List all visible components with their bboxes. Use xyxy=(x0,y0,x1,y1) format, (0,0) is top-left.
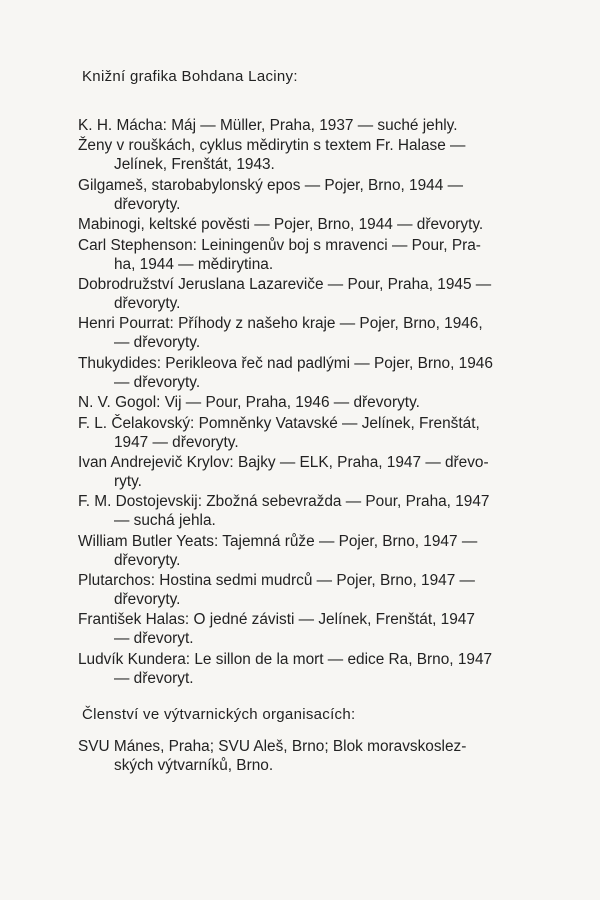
entry-line-1: Mabinogi, keltské pověsti — Pojer, Brno, 1944 — dřevoryty. xyxy=(78,216,484,234)
bibliography-entry xyxy=(78,492,596,530)
entry-line-2: ryty. xyxy=(114,472,142,490)
entry-line-2: dřevoryty. xyxy=(114,551,181,569)
bibliography-entry xyxy=(78,236,596,274)
entry-line-1: Thukydides: Perikleova řeč nad padlými — Pojer, Brno, 1946 xyxy=(78,354,493,372)
bibliography-entry xyxy=(78,275,596,313)
entry-line-1: Ženy v rouškách, cyklus mědirytin s textem Fr. Halase — xyxy=(78,137,466,155)
entry-line-1: Plutarchos: Hostina sedmi mudrců — Pojer, Brno, 1947 — xyxy=(78,572,475,590)
membership-text xyxy=(78,737,596,775)
bibliography-entry xyxy=(78,532,596,570)
bibliography-entry xyxy=(78,354,596,392)
entry-line-1: N. V. Gogol: Vij — Pour, Praha, 1946 — dřevoryty. xyxy=(78,394,420,412)
entry-line-2: dřevoryty. xyxy=(114,195,181,213)
entry-line-1: K. H. Mácha: Máj — Müller, Praha, 1937 — suché jehly. xyxy=(78,117,458,134)
entry-line-2: — dřevoryty. xyxy=(114,373,201,391)
entry-line-1: Dobrodružství Jeruslana Lazareviče — Pour, Praha, 1945 — xyxy=(78,275,492,293)
bibliography-list xyxy=(78,116,596,689)
entry-line-1: Ludvík Kundera: Le sillon de la mort — edice Ra, Brno, 1947 xyxy=(78,650,493,668)
entry-line-2: ha, 1944 — mědirytina. xyxy=(114,255,274,273)
entry-line-1: Carl Stephenson: Leiningenův boj s mravenci — Pour, Pra- xyxy=(78,236,481,254)
bibliography-entry xyxy=(78,215,596,234)
entry-line-2: dřevoryty. xyxy=(114,591,181,609)
membership-line-2: ských výtvarníků, Brno. xyxy=(114,757,274,774)
bibliography-entry xyxy=(78,136,596,174)
entry-line-1: Gilgameš, starobabylonský epos — Pojer, Brno, 1944 — xyxy=(78,176,463,194)
bibliography-entry xyxy=(78,650,596,688)
entry-line-1: Henri Pourrat: Příhody z našeho kraje — Pojer, Brno, 1946, xyxy=(78,315,483,333)
entry-line-2: — dřevoryt. xyxy=(114,630,194,648)
bibliography-entry xyxy=(78,453,596,491)
section-heading-membership: Členství ve výtvarnických organisacích: xyxy=(82,706,356,723)
entry-line-1: F. M. Dostojevskij: Zbožná sebevražda — Pour, Praha, 1947 xyxy=(78,493,490,511)
entry-line-2: — dřevoryt. xyxy=(114,669,194,687)
entry-line-2: Jelínek, Frenštát, 1943. xyxy=(114,156,275,174)
entry-line-2: dřevoryty. xyxy=(114,294,181,312)
bibliography-entry xyxy=(78,116,596,135)
bibliography-entry xyxy=(78,314,596,352)
entry-line-2: 1947 — dřevoryty. xyxy=(114,433,239,451)
entry-line-2: — suchá jehla. xyxy=(114,512,216,530)
membership-line-1: SVU Mánes, Praha; SVU Aleš, Brno; Blok moravskoslez- xyxy=(78,738,467,755)
entry-line-1: F. L. Čelakovský: Pomněnky Vatavské — Jelínek, Frenštát, xyxy=(78,414,480,432)
bibliography-entry xyxy=(78,176,596,214)
entry-line-1: Ivan Andrejevič Krylov: Bajky — ELK, Praha, 1947 — dřevo- xyxy=(78,453,489,471)
bibliography-entry xyxy=(78,414,596,452)
entry-line-1: František Halas: O jedné závisti — Jelínek, Frenštát, 1947 xyxy=(78,611,475,629)
bibliography-entry xyxy=(78,610,596,648)
entry-line-1: William Butler Yeats: Tajemná růže — Pojer, Brno, 1947 — xyxy=(78,532,478,550)
bibliography-entry xyxy=(78,393,596,412)
bibliography-entry xyxy=(78,571,596,609)
section-heading-book-graphics: Knižní grafika Bohdana Laciny: xyxy=(82,68,298,85)
entry-line-2: — dřevoryty. xyxy=(114,334,201,352)
